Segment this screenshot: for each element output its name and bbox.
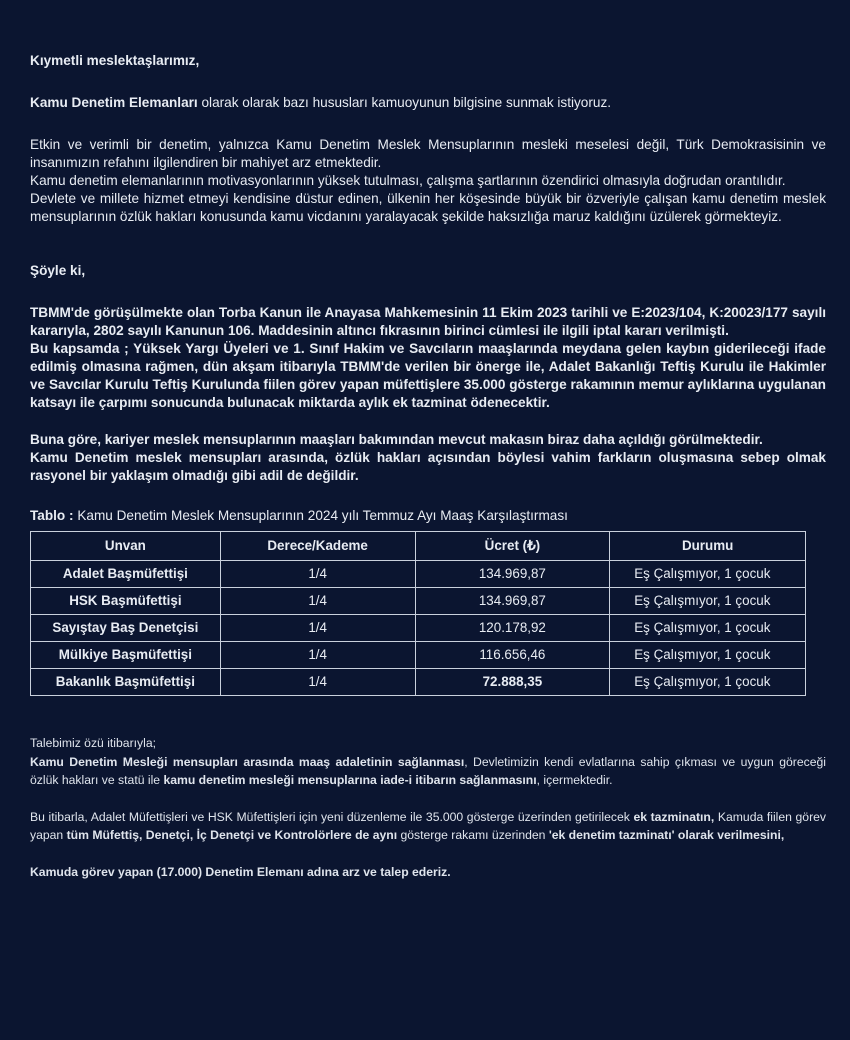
- intro-paragraph: [30, 94, 826, 112]
- table-header-row: [31, 532, 806, 561]
- paragraph-haksizlik: Devlete ve millete hizmet etmeyi kendisine düstur edinen, ülkenin her köşesinde büyük bir özveriyle çalışan kamu denetim meslek mensuplarının özlük hakları konusunda kamu vicdanını yaralayacak şekilde haksızlığa maruz kaldığını üzülerek görmekteyiz.: [30, 191, 826, 224]
- intro-bold: Kamu Denetim Elemanları: [30, 95, 198, 110]
- request-bold-2: kamu denetim mesleği mensuplarına iade-i itibarın sağlanmasını: [163, 773, 537, 787]
- table-caption-label: Tablo :: [30, 508, 74, 523]
- request-paragraph: [30, 753, 826, 790]
- paragraph-motivasyon: Kamu denetim elemanlarının motivasyonlarının yüksek tutulması, çalışma şartlarının özendirici olmasıyla doğrudan orantılıdır.: [30, 173, 786, 188]
- paragraph-buna-gore: Buna göre, kariyer meslek mensuplarının maaşları bakımından mevcut makasın biraz daha açıldığı görülmektedir.: [30, 432, 763, 447]
- table-caption-text: Kamu Denetim Meslek Mensuplarının 2024 yılı Temmuz Ayı Maaş Karşılaştırması: [73, 508, 568, 523]
- cell-durumu: Eş Çalışmıyor, 1 çocuk: [610, 615, 806, 642]
- paragraph-tbmm: TBMM'de görüşülmekte olan Torba Kanun ile Anayasa Mahkemesinin 11 Ekim 2023 tarihli ve E:2023/104, K:20023/177 sayılı kararıyla, 2802 sayılı Kanunun 106. Maddesinin altıncı fıkrasının birinci cümlesi ile ilgili iptal kararı verilmişti.: [30, 305, 826, 338]
- cell-unvan: Mülkiye Başmüfettişi: [31, 642, 221, 669]
- cell-durumu: Eş Çalışmıyor, 1 çocuk: [610, 588, 806, 615]
- request-bold-1: Kamu Denetim Mesleği mensupları arasında maaş adaletinin sağlanması: [30, 754, 465, 769]
- cell-ucret: 134.969,87: [415, 561, 610, 588]
- cell-ucret: 134.969,87: [415, 588, 610, 615]
- cell-durumu: Eş Çalışmıyor, 1 çocuk: [610, 561, 806, 588]
- greeting: Kıymetli meslektaşlarımız,: [30, 53, 200, 68]
- paragraph-kapsam: Bu kapsamda ; Yüksek Yargı Üyeleri ve 1. Sınıf Hakim ve Savcıların maaşlarında meydana gelen kaybın giderileceği ifade edilmiş olmasına rağmen, dün akşam itibarıyla TBMM'de verilen bir önerge ile, Adalet Bakanlığı Teftiş Kurulu ile Hakimler ve Savcılar Kurulu Teftiş Kurulunda fiilen görev yapan müfettişlere 35.000 gösterge rakamının memur aylıklarına uygulanan katsayı ile çarpımı sonucunda bulunacak miktarda aylık ek tazminat ödenecektir.: [30, 341, 826, 410]
- cell-durumu: Eş Çalışmıyor, 1 çocuk: [610, 642, 806, 669]
- table-row: [31, 588, 806, 615]
- itibarla-bold-1: ek tazminatın,: [633, 809, 715, 824]
- header-unvan: Unvan: [31, 532, 221, 561]
- cell-derece: 1/4: [220, 588, 415, 615]
- salary-comparison-table: [30, 531, 806, 696]
- cell-ucret: 116.656,46: [415, 642, 610, 669]
- table-caption: [30, 507, 826, 525]
- itibarla-paragraph: [30, 808, 826, 845]
- request-text-2: , içermektedir.: [536, 773, 613, 787]
- itibarla-bold-2: tüm Müfettiş, Denetçi, İç Denetçi ve Kontrolörlere de aynı: [66, 828, 398, 842]
- header-ucret: Ücret (₺): [415, 532, 610, 561]
- table-row: [31, 669, 806, 696]
- cell-unvan: Sayıştay Baş Denetçisi: [31, 615, 221, 642]
- cell-unvan: HSK Başmüfettişi: [31, 588, 221, 615]
- table-row: [31, 615, 806, 642]
- cell-ucret: 72.888,35: [415, 669, 610, 696]
- table-row: [31, 642, 806, 669]
- cell-unvan: Bakanlık Başmüfettişi: [31, 669, 221, 696]
- itibarla-bold-3: 'ek denetim tazminatı' olarak verilmesini,: [548, 828, 785, 842]
- cell-unvan: Adalet Başmüfettişi: [31, 561, 221, 588]
- itibarla-text-3: gösterge rakamı üzerinden: [397, 828, 549, 842]
- header-durumu: Durumu: [610, 532, 806, 561]
- paragraph-denetim: Etkin ve verimli bir denetim, yalnızca Kamu Denetim Meslek Mensuplarının mesleki meselesi değil, Türk Demokrasisinin ve insanımızın refahını ilgilendiren bir mahiyet arz etmektedir.: [30, 137, 826, 170]
- closing-line: Kamuda görev yapan (17.000) Denetim Elemanı adına arz ve talep ederiz.: [30, 864, 451, 879]
- intro-text: olarak olarak bazı hususları kamuoyunun bilgisine sunmak istiyoruz.: [197, 95, 612, 110]
- itibarla-text-1: Bu itibarla, Adalet Müfettişleri ve HSK Müfettişleri için yeni düzenleme ile 35.000 gösterge üzerinden getirilecek: [30, 809, 634, 824]
- table-row: [31, 561, 806, 588]
- cell-derece: 1/4: [220, 669, 415, 696]
- request-text-1: , Devletimizin kendi evlatlarına sahip çıkması ve uygun göreceği özlük hakları ve statü ile: [30, 754, 826, 787]
- request-lead: Talebimiz özü itibarıyla;: [30, 736, 156, 750]
- cell-durumu: Eş Çalışmıyor, 1 çocuk: [610, 669, 806, 696]
- cell-derece: 1/4: [220, 615, 415, 642]
- cell-derece: 1/4: [220, 561, 415, 588]
- itibarla-text-2: Kamuda fiilen görev yapan: [30, 809, 826, 842]
- request-section: [30, 734, 826, 881]
- cell-derece: 1/4: [220, 642, 415, 669]
- paragraph-kamu-denetim: Kamu Denetim meslek mensupları arasında, özlük hakları açısından böylesi vahim farkların oluşmasına sebep olmak rasyonel bir yaklaşım olmadığı gibi adil de değildir.: [30, 450, 826, 483]
- soyle-ki-heading: Şöyle ki,: [30, 263, 86, 278]
- cell-ucret: 120.178,92: [415, 615, 610, 642]
- header-derece-kademe: Derece/Kademe: [220, 532, 415, 561]
